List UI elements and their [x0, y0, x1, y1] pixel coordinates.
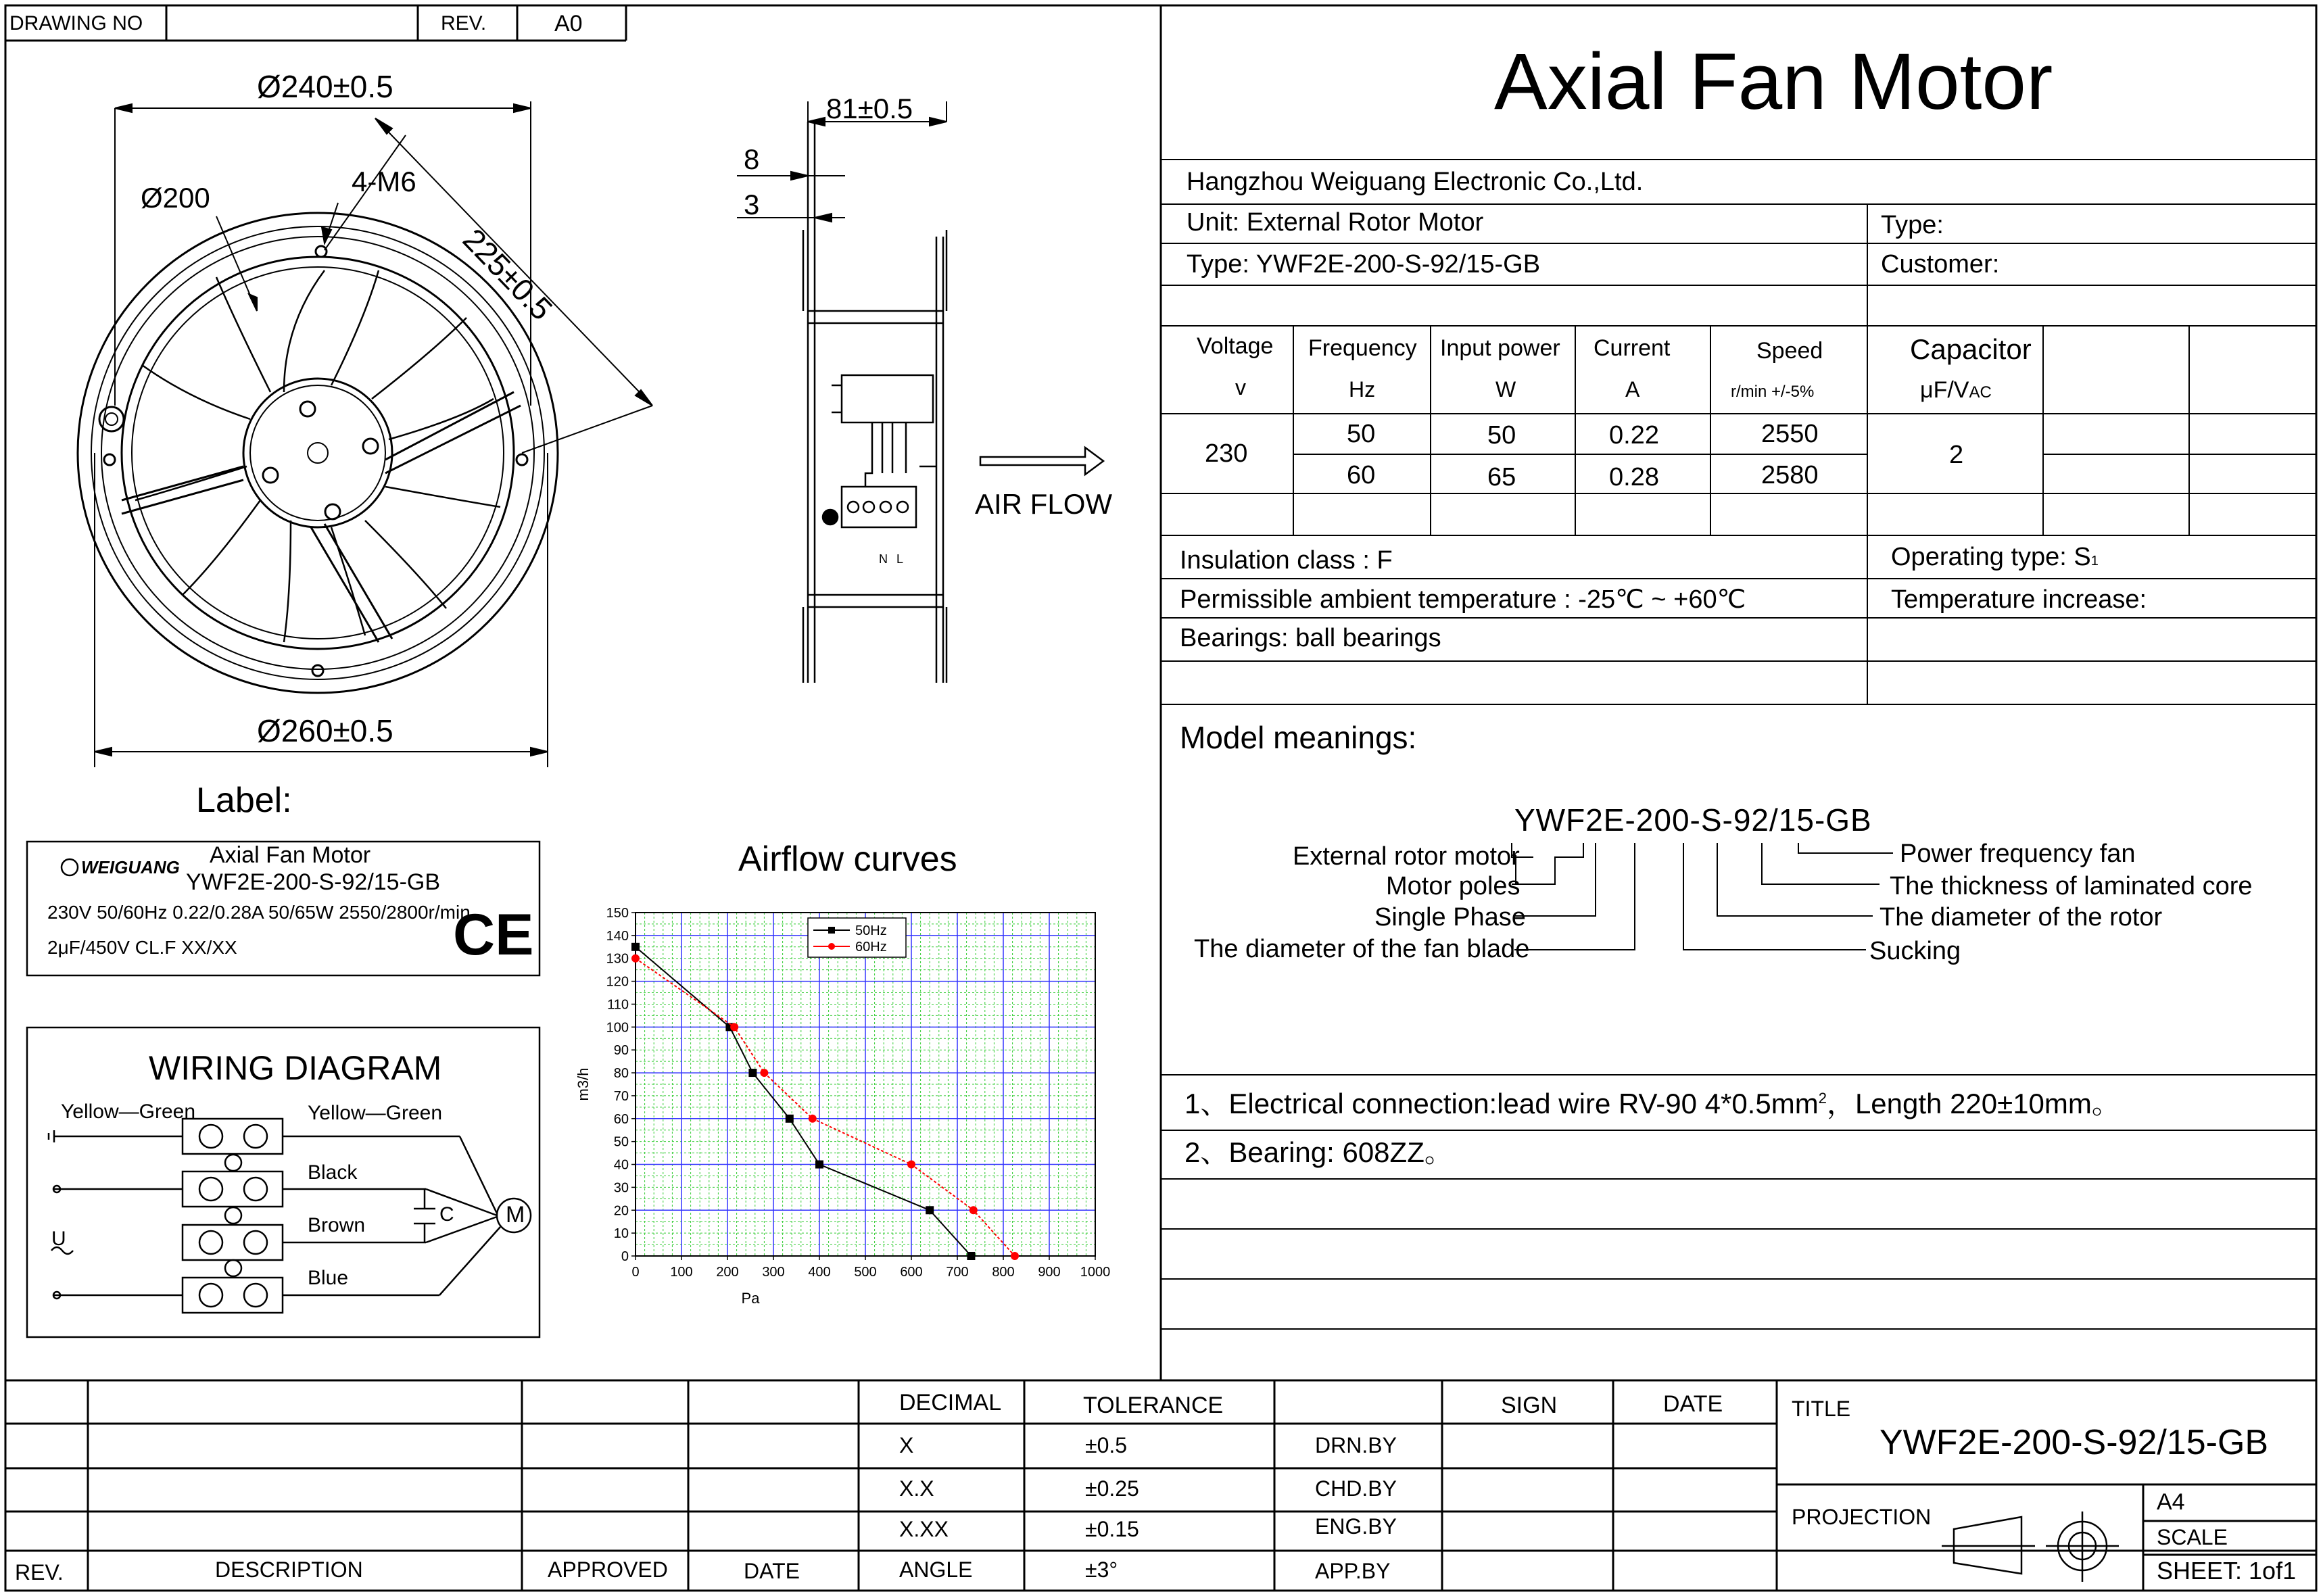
tb-approved: APPROVED — [548, 1557, 668, 1582]
voltage-symbol: U — [51, 1228, 66, 1250]
type-text: Type: YWF2E-200-S-92/15-GB — [1187, 250, 1541, 279]
operating-type: Operating type: S1 — [1891, 543, 2099, 571]
tb-role-0: DRN.BY — [1315, 1433, 1397, 1457]
y-tick-label: 30 — [613, 1180, 629, 1196]
x-tick-label: 300 — [762, 1265, 785, 1280]
model-right-3: Sucking — [1869, 937, 1961, 965]
x-tick-label: 500 — [854, 1265, 877, 1280]
point-50Hz — [786, 1115, 794, 1123]
model-left-2: Single Phase — [1374, 903, 1526, 932]
point-50Hz — [967, 1252, 975, 1260]
type-right-label: Type: — [1881, 211, 1944, 239]
y-tick-label: 120 — [606, 974, 629, 990]
x-tick-label: 100 — [670, 1265, 693, 1280]
point-60Hz — [730, 1023, 738, 1031]
header-frequency: Frequency — [1308, 335, 1417, 361]
wire-black: Black — [308, 1161, 358, 1184]
tb-tol-3: ±3° — [1085, 1557, 1118, 1582]
dim-d260: Ø260±0.5 — [257, 713, 393, 748]
legend-label-60Hz: 60Hz — [855, 940, 887, 954]
wire-yg-right: Yellow—Green — [308, 1102, 442, 1124]
voltage-value: 230 — [1205, 439, 1248, 468]
unit-text: Unit: External Rotor Motor — [1187, 208, 1484, 237]
dim-w3: 3 — [744, 189, 760, 220]
y-tick-label: 60 — [613, 1111, 629, 1127]
wire-yg-left: Yellow—Green — [61, 1101, 195, 1123]
tb-tolerance: TOLERANCE — [1083, 1393, 1224, 1418]
point-60Hz — [631, 954, 640, 963]
dim-w81: 81±0.5 — [826, 93, 913, 124]
point-50Hz — [815, 1161, 823, 1169]
x-tick-label: 700 — [946, 1265, 969, 1280]
speed-60: 2580 — [1761, 461, 1819, 489]
x-tick-label: 1000 — [1080, 1265, 1111, 1280]
dim-m6: 4-M6 — [352, 166, 416, 197]
tb-title-value: YWF2E-200-S-92/15-GB — [1879, 1423, 2269, 1462]
side-dimensions — [737, 101, 1103, 475]
current-60: 0.28 — [1609, 463, 1659, 491]
header-current-unit: A — [1625, 377, 1640, 402]
tb-title-label: TITLE — [1792, 1397, 1851, 1421]
ce-mark: CE — [453, 902, 534, 967]
tb-date: DATE — [744, 1559, 800, 1583]
model-right-0: Power frequency fan — [1900, 840, 2136, 868]
y-tick-label: 10 — [613, 1226, 629, 1242]
y-tick-label: 50 — [613, 1134, 629, 1150]
tb-decimal: DECIMAL — [899, 1390, 1002, 1416]
tb-role-3: APP.BY — [1315, 1559, 1391, 1583]
legend-marker-50Hz — [828, 927, 835, 934]
temperature-increase: Temperature increase: — [1891, 585, 2147, 614]
rev-value: A0 — [554, 11, 583, 37]
company-name: Hangzhou Weiguang Electronic Co.,Ltd. — [1187, 168, 1644, 196]
ambient-temperature: Permissible ambient temperature : -25℃ ~ +60℃ — [1180, 585, 1746, 614]
wire-n-label: N — [879, 552, 888, 566]
freq-50: 50 — [1347, 420, 1376, 448]
motor-label: M — [506, 1202, 525, 1228]
model-right-1: The thickness of laminated core — [1890, 872, 2253, 900]
model-right-2: The diameter of the rotor — [1879, 903, 2163, 932]
note-bearing: 2、Bearing: 608ZZ。 — [1184, 1136, 1453, 1168]
y-tick-label: 0 — [621, 1249, 629, 1264]
point-60Hz — [1011, 1252, 1019, 1260]
dim-d240: Ø240±0.5 — [257, 69, 393, 104]
customer-label: Customer: — [1881, 250, 2000, 279]
header-capacitor-unit: μF/VAC — [1920, 377, 1992, 403]
fan-side-view — [803, 122, 947, 683]
tb-tol-0: ±0.5 — [1085, 1433, 1128, 1457]
header-speed: Speed — [1756, 338, 1823, 364]
chart-title: Airflow curves — [738, 840, 957, 879]
model-leaders — [1512, 843, 1893, 950]
tb-description: DESCRIPTION — [215, 1557, 363, 1582]
label-line2: 2μF/450V CL.F XX/XX — [47, 937, 237, 958]
y-tick-label: 100 — [606, 1020, 629, 1036]
y-tick-label: 90 — [613, 1043, 629, 1059]
tb-dec-3: ANGLE — [899, 1557, 973, 1582]
wiring-title: WIRING DIAGRAM — [149, 1049, 442, 1087]
tb-rev: REV. — [15, 1560, 64, 1585]
projection-symbol — [1942, 1512, 2119, 1582]
tb-scale: SCALE — [2157, 1525, 2228, 1549]
dim-d200: Ø200 — [141, 182, 210, 214]
model-left-1: Motor poles — [1386, 872, 1520, 900]
brand-logo: WEIGUANG — [81, 857, 180, 877]
y-tick-label: 20 — [613, 1203, 629, 1219]
dim-d225: 225±0.5 — [456, 221, 560, 327]
tb-tol-2: ±0.15 — [1085, 1517, 1139, 1541]
x-tick-label: 900 — [1038, 1265, 1061, 1280]
label-model: YWF2E-200-S-92/15-GB — [186, 869, 441, 895]
x-tick-label: 800 — [992, 1265, 1015, 1280]
label-heading: Label: — [196, 781, 292, 820]
point-60Hz — [907, 1161, 915, 1169]
point-50Hz — [926, 1206, 934, 1214]
x-tick-label: 400 — [808, 1265, 831, 1280]
point-60Hz — [760, 1069, 768, 1077]
y-tick-label: 110 — [607, 997, 629, 1013]
power-60: 65 — [1487, 463, 1516, 491]
tb-dec-2: X.XX — [899, 1517, 949, 1541]
tb-size: A4 — [2157, 1489, 2185, 1515]
insulation-class: Insulation class : F — [1180, 546, 1393, 575]
y-tick-label: 140 — [606, 928, 629, 944]
fan-front-view — [78, 213, 558, 693]
capacitor-value: 2 — [1949, 441, 1964, 469]
wire-blue: Blue — [308, 1267, 349, 1289]
tb-sheet: SHEET: 1of1 — [2157, 1557, 2297, 1585]
wire-l-label: L — [896, 552, 904, 566]
model-heading: Model meanings: — [1180, 720, 1417, 755]
point-60Hz — [809, 1115, 817, 1123]
page-title: Axial Fan Motor — [1494, 37, 2053, 126]
model-left-3: The diameter of the fan blade — [1194, 935, 1530, 963]
capacitor-label: C — [439, 1203, 454, 1226]
tb-projection: PROJECTION — [1792, 1505, 1932, 1529]
x-tick-label: 600 — [900, 1265, 923, 1280]
tb-sign: SIGN — [1501, 1393, 1558, 1418]
y-axis-label: m3/h — [575, 1067, 592, 1101]
label-product: Axial Fan Motor — [210, 842, 371, 868]
wire-brown: Brown — [308, 1214, 366, 1236]
tb-tol-1: ±0.25 — [1085, 1476, 1139, 1501]
tb-role-2: ENG.BY — [1315, 1514, 1397, 1539]
x-axis-label: Pa — [741, 1290, 760, 1307]
note-electrical: 1、Electrical connection:lead wire RV-90 $4*0.5mm^2$，Length 220±10mm。 — [1184, 1088, 2120, 1119]
current-50: 0.22 — [1609, 421, 1659, 450]
y-tick-label: 130 — [606, 951, 629, 967]
y-tick-label: 70 — [613, 1088, 629, 1104]
y-tick-label: 80 — [613, 1066, 629, 1082]
airflow-chart — [568, 899, 1122, 1318]
tb-dec-1: X.X — [899, 1476, 934, 1501]
speed-50: 2550 — [1761, 420, 1819, 448]
point-50Hz — [631, 943, 640, 951]
legend-marker-60Hz — [828, 943, 835, 950]
bearings: Bearings: ball bearings — [1180, 624, 1441, 652]
point-50Hz — [748, 1069, 757, 1077]
freq-60: 60 — [1347, 461, 1376, 489]
rev-label: REV. — [441, 12, 487, 34]
model-left-0: External rotor motor — [1293, 842, 1520, 871]
header-speed-unit: r/min +/-5% — [1731, 383, 1815, 401]
dim-w8: 8 — [744, 143, 760, 175]
header-power-unit: W — [1495, 377, 1516, 402]
tb-date2: DATE — [1663, 1391, 1723, 1417]
x-tick-label: 0 — [631, 1265, 640, 1280]
header-power: Input power — [1440, 335, 1560, 361]
drawing-no-label: DRAWING NO — [9, 12, 143, 34]
y-tick-label: 40 — [613, 1157, 629, 1173]
header-voltage-unit: v — [1235, 375, 1246, 400]
label-line1: 230V 50/60Hz 0.22/0.28A 50/65W 2550/2800r/min — [47, 902, 471, 923]
header-capacitor: Capacitor — [1910, 333, 2032, 365]
header-frequency-unit: Hz — [1349, 377, 1376, 402]
tb-role-1: CHD.BY — [1315, 1476, 1397, 1501]
y-tick-label: 150 — [606, 906, 629, 921]
model-code: YWF2E-200-S-92/15-GB — [1514, 802, 1872, 838]
airflow-label: AIR FLOW — [975, 488, 1113, 520]
power-50: 50 — [1487, 421, 1516, 450]
point-60Hz — [969, 1206, 978, 1214]
legend-label-50Hz: 50Hz — [855, 923, 887, 938]
header-voltage: Voltage — [1197, 333, 1274, 359]
tb-dec-0: X — [899, 1433, 914, 1457]
header-current: Current — [1594, 335, 1671, 361]
x-tick-label: 200 — [716, 1265, 739, 1280]
